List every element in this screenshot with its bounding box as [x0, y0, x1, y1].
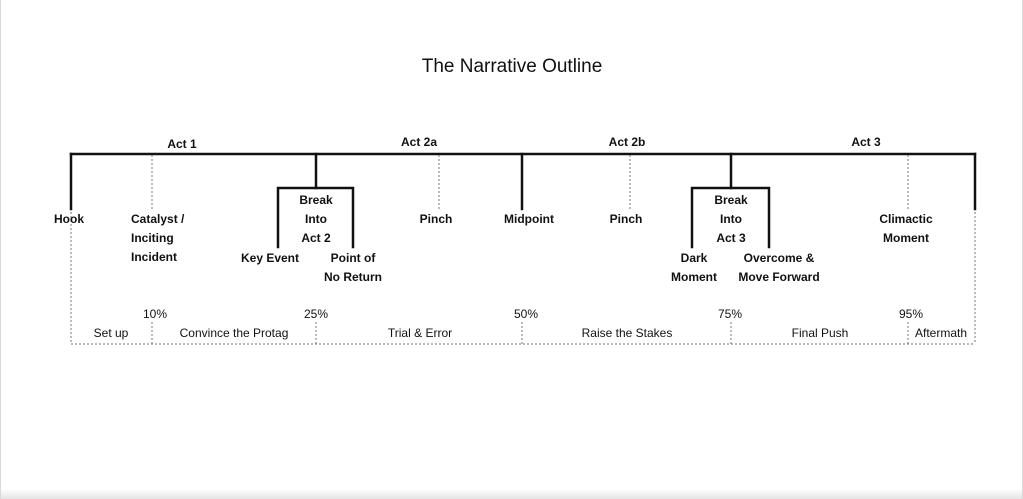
act-2a-label: Act 2a [400, 135, 438, 149]
midpoint-label: Midpoint [504, 212, 554, 226]
dark-moment-label [671, 249, 717, 287]
overcome-line-2: Move Forward [738, 270, 820, 284]
break-into-act2-line-1: Break [299, 193, 333, 207]
overcome-line-1: Overcome & [743, 251, 815, 265]
break-into-act3-label [714, 191, 747, 248]
break-into-act2-line-3: Act 2 [301, 231, 331, 245]
phase-raise-the-stakes: Raise the Stakes [581, 326, 673, 340]
phase-trial-and-error: Trial & Error [387, 326, 453, 340]
dark-moment-line-1: Dark [680, 251, 708, 265]
pinch-2-label: Pinch [609, 212, 643, 226]
act-3-label: Act 3 [851, 135, 881, 149]
catalyst-line-3: Incident [131, 250, 178, 264]
break-into-act3-line-1: Break [714, 193, 748, 207]
catalyst-label [131, 210, 184, 267]
point-of-no-return-line-1: Point of [330, 251, 376, 265]
point-of-no-return-label [324, 249, 382, 287]
point-of-no-return-line-2: No Return [324, 270, 382, 284]
overcome-label [738, 249, 819, 287]
climactic-moment-line-1: Climactic [879, 212, 933, 226]
percent-10: 10% [142, 307, 168, 321]
percent-95: 95% [898, 307, 924, 321]
page-bottom-shadow [1, 489, 1022, 499]
phase-aftermath: Aftermath [914, 326, 968, 340]
phase-final-push: Final Push [791, 326, 849, 340]
act-1-label: Act 1 [167, 137, 197, 151]
catalyst-line-1: Catalyst / [131, 212, 185, 226]
key-event-label: Key Event [240, 251, 300, 265]
page-title: The Narrative Outline [421, 56, 603, 77]
catalyst-line-2: Inciting [131, 231, 174, 245]
hook-label: Hook [54, 212, 84, 226]
percent-25: 25% [303, 307, 329, 321]
percent-50: 50% [513, 307, 539, 321]
break-into-act2-line-2: Into [304, 212, 327, 226]
dark-moment-line-2: Moment [671, 270, 717, 284]
labels-layer [1, 0, 1023, 499]
act-2b-label: Act 2b [608, 135, 646, 149]
phase-convince-the-protag: Convince the Protag [179, 326, 289, 340]
break-into-act2-label [299, 191, 332, 248]
climactic-moment-line-2: Moment [882, 231, 929, 245]
break-into-act3-line-3: Act 3 [716, 231, 746, 245]
phase-set-up: Set up [93, 326, 129, 340]
percent-75: 75% [717, 307, 743, 321]
pinch-1-label: Pinch [419, 212, 453, 226]
break-into-act3-line-2: Into [719, 212, 742, 226]
climactic-moment-label [879, 210, 932, 248]
